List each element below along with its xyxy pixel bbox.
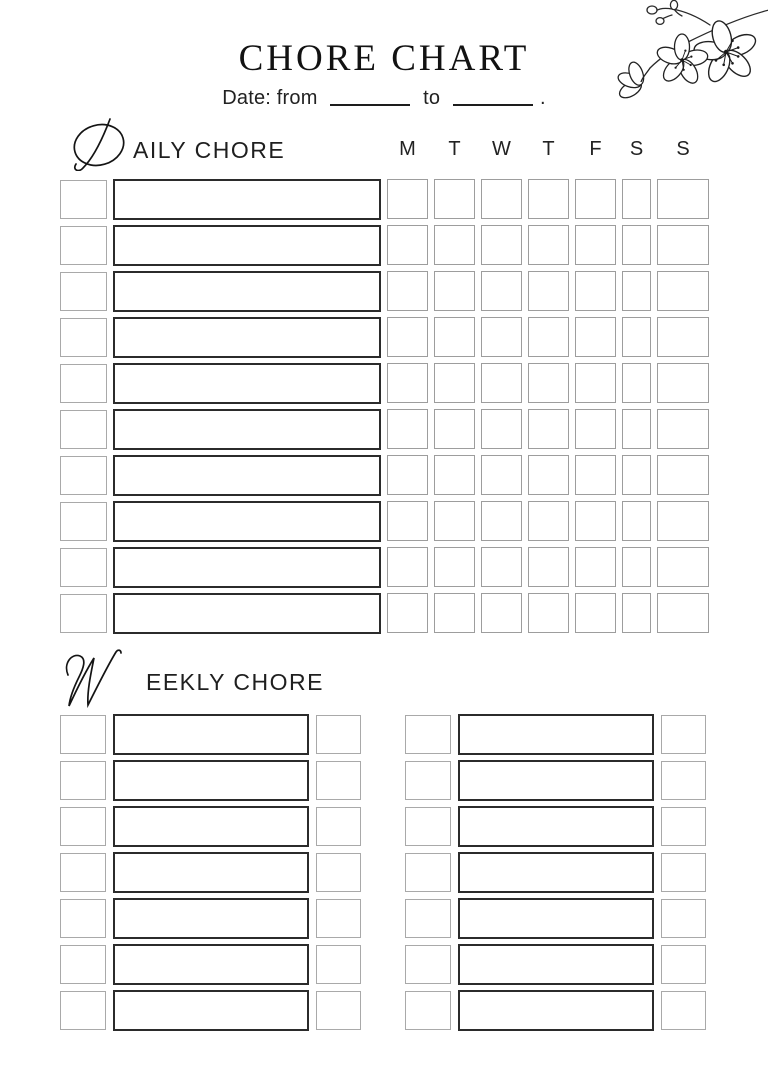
weekly-done-checkbox[interactable] [60, 991, 106, 1030]
day-checkbox[interactable] [481, 455, 522, 495]
daily-done-checkbox[interactable] [60, 226, 107, 265]
day-checkbox[interactable] [387, 317, 428, 357]
day-checkbox[interactable] [622, 363, 651, 403]
day-checkbox[interactable] [622, 225, 651, 265]
weekly-done-checkbox[interactable] [405, 853, 451, 892]
weekly-script-initial-icon [60, 649, 140, 709]
daily-row [60, 593, 709, 634]
weekly-row [60, 898, 361, 939]
day-letter: S [676, 138, 690, 160]
day-checkbox[interactable] [657, 593, 709, 633]
day-checkbox[interactable] [528, 179, 569, 219]
daily-chore-field[interactable] [113, 409, 381, 450]
day-checkbox[interactable] [481, 317, 522, 357]
weekly-row [405, 944, 706, 985]
day-checkbox[interactable] [528, 455, 569, 495]
day-letter: F [589, 138, 602, 160]
weekly-row [60, 944, 361, 985]
weekly-done-checkbox[interactable] [405, 991, 451, 1030]
date-suffix: . [539, 87, 546, 109]
day-checkbox[interactable] [575, 179, 616, 219]
weekly-chore-field[interactable] [113, 806, 309, 847]
day-checkbox[interactable] [387, 455, 428, 495]
day-checkbox[interactable] [434, 455, 475, 495]
weekly-extra-checkbox[interactable] [661, 899, 706, 938]
weekly-extra-checkbox[interactable] [661, 945, 706, 984]
day-checkbox[interactable] [622, 317, 651, 357]
day-checkbox[interactable] [528, 317, 569, 357]
day-checkbox[interactable] [387, 547, 428, 587]
day-checkbox[interactable] [575, 225, 616, 265]
day-checkbox[interactable] [481, 547, 522, 587]
day-checkbox[interactable] [622, 455, 651, 495]
blossom-branch-illustration [608, 0, 768, 110]
weekly-done-checkbox[interactable] [405, 945, 451, 984]
day-checkbox[interactable] [622, 547, 651, 587]
daily-done-checkbox[interactable] [60, 410, 107, 449]
day-checkbox[interactable] [657, 317, 709, 357]
date-prefix-label: Date: from [222, 87, 318, 109]
day-checkbox[interactable] [387, 501, 428, 541]
weekly-done-checkbox[interactable] [60, 807, 106, 846]
weekly-row [60, 760, 361, 801]
daily-chore-field[interactable] [113, 547, 381, 588]
daily-chore-field[interactable] [113, 179, 381, 220]
daily-row [60, 179, 709, 220]
day-checkbox[interactable] [528, 547, 569, 587]
weekly-extra-checkbox[interactable] [661, 761, 706, 800]
weekly-section-heading: EEKLY CHORE [146, 669, 324, 695]
weekly-chore-field[interactable] [458, 760, 654, 801]
daily-row [60, 317, 709, 358]
weekly-column [60, 714, 361, 1036]
day-checkbox[interactable] [481, 593, 522, 633]
day-checkbox[interactable] [575, 593, 616, 633]
daily-done-checkbox[interactable] [60, 502, 107, 541]
daily-done-checkbox[interactable] [60, 456, 107, 495]
daily-chore-field[interactable] [113, 363, 381, 404]
day-checkbox[interactable] [481, 363, 522, 403]
daily-row [60, 409, 709, 450]
weekly-chore-field[interactable] [458, 898, 654, 939]
daily-row [60, 271, 709, 312]
daily-row [60, 547, 709, 588]
day-checkbox[interactable] [387, 593, 428, 633]
day-checkbox[interactable] [434, 225, 475, 265]
weekly-column [405, 714, 706, 1036]
weekly-extra-checkbox[interactable] [316, 853, 361, 892]
day-checkbox[interactable] [528, 409, 569, 449]
day-checkbox[interactable] [387, 363, 428, 403]
day-checkbox[interactable] [434, 409, 475, 449]
day-letter: W [492, 138, 511, 160]
day-checkbox[interactable] [434, 179, 475, 219]
day-checkbox[interactable] [575, 409, 616, 449]
day-checkbox[interactable] [657, 409, 709, 449]
weekly-chore-field[interactable] [458, 852, 654, 893]
weekly-chore-field[interactable] [113, 714, 309, 755]
day-checkbox[interactable] [528, 225, 569, 265]
day-checkbox[interactable] [657, 271, 709, 311]
daily-chore-field[interactable] [113, 317, 381, 358]
day-checkbox[interactable] [657, 547, 709, 587]
day-checkbox[interactable] [657, 501, 709, 541]
page-title: CHORE CHART [238, 38, 530, 79]
weekly-extra-checkbox[interactable] [316, 991, 361, 1030]
day-checkbox[interactable] [622, 179, 651, 219]
weekly-done-checkbox[interactable] [60, 853, 106, 892]
weekly-extra-checkbox[interactable] [661, 991, 706, 1030]
daily-done-checkbox[interactable] [60, 548, 107, 587]
day-checkbox[interactable] [622, 409, 651, 449]
day-checkbox[interactable] [622, 271, 651, 311]
day-checkbox[interactable] [434, 501, 475, 541]
weekly-row [60, 852, 361, 893]
day-checkbox[interactable] [387, 179, 428, 219]
daily-grid [60, 179, 709, 639]
weekly-chore-field[interactable] [113, 944, 309, 985]
daily-chore-field[interactable] [113, 593, 381, 634]
weekly-row [60, 990, 361, 1031]
date-to-blank[interactable] [453, 104, 533, 106]
day-checkbox[interactable] [657, 225, 709, 265]
weekly-done-checkbox[interactable] [60, 761, 106, 800]
day-checkbox[interactable] [528, 271, 569, 311]
weekly-extra-checkbox[interactable] [661, 715, 706, 754]
weekly-row [405, 990, 706, 1031]
day-checkbox[interactable] [528, 593, 569, 633]
daily-row [60, 363, 709, 404]
daily-chore-field[interactable] [113, 271, 381, 312]
day-checkbox[interactable] [575, 501, 616, 541]
daily-row [60, 225, 709, 266]
daily-row [60, 455, 709, 496]
date-from-blank[interactable] [330, 104, 410, 106]
weekly-extra-checkbox[interactable] [661, 853, 706, 892]
weekly-chore-field[interactable] [113, 760, 309, 801]
day-checkbox[interactable] [481, 271, 522, 311]
weekly-chore-field[interactable] [458, 806, 654, 847]
weekly-extra-checkbox[interactable] [316, 761, 361, 800]
day-checkbox[interactable] [575, 271, 616, 311]
weekly-done-checkbox[interactable] [60, 945, 106, 984]
day-checkbox[interactable] [622, 593, 651, 633]
weekly-extra-checkbox[interactable] [661, 807, 706, 846]
weekly-chore-field[interactable] [113, 990, 309, 1031]
daily-done-checkbox[interactable] [60, 318, 107, 357]
day-checkbox[interactable] [575, 547, 616, 587]
day-checkbox[interactable] [657, 179, 709, 219]
daily-done-checkbox[interactable] [60, 364, 107, 403]
day-letter: T [542, 138, 555, 160]
weekly-done-checkbox[interactable] [405, 807, 451, 846]
weekly-row [405, 760, 706, 801]
weekly-row [405, 898, 706, 939]
day-letter: S [629, 138, 644, 160]
weekly-chore-field[interactable] [458, 944, 654, 985]
weekly-row [60, 714, 361, 755]
day-letter: T [448, 138, 461, 160]
weekly-grid [60, 714, 706, 1036]
weekly-row [60, 806, 361, 847]
weekly-done-checkbox[interactable] [405, 761, 451, 800]
daily-chore-field[interactable] [113, 501, 381, 542]
weekly-row [405, 714, 706, 755]
weekly-chore-field[interactable] [458, 990, 654, 1031]
daily-done-checkbox[interactable] [60, 180, 107, 219]
day-letters-row [387, 138, 709, 161]
weekly-row [405, 806, 706, 847]
day-checkbox[interactable] [434, 547, 475, 587]
weekly-done-checkbox[interactable] [60, 899, 106, 938]
weekly-chore-field[interactable] [113, 852, 309, 893]
day-checkbox[interactable] [575, 363, 616, 403]
daily-row [60, 501, 709, 542]
day-checkbox[interactable] [528, 501, 569, 541]
day-letter: M [399, 138, 416, 160]
day-checkbox[interactable] [528, 363, 569, 403]
day-checkbox[interactable] [622, 501, 651, 541]
day-checkbox[interactable] [434, 317, 475, 357]
date-separator-label: to [423, 87, 441, 109]
day-checkbox[interactable] [387, 271, 428, 311]
day-checkbox[interactable] [575, 317, 616, 357]
weekly-row [405, 852, 706, 893]
day-checkbox[interactable] [434, 363, 475, 403]
weekly-extra-checkbox[interactable] [316, 807, 361, 846]
day-checkbox[interactable] [575, 455, 616, 495]
day-checkbox[interactable] [481, 225, 522, 265]
day-checkbox[interactable] [657, 455, 709, 495]
weekly-chore-field[interactable] [458, 714, 654, 755]
day-checkbox[interactable] [481, 501, 522, 541]
day-checkbox[interactable] [387, 225, 428, 265]
weekly-extra-checkbox[interactable] [316, 899, 361, 938]
day-checkbox[interactable] [481, 179, 522, 219]
day-checkbox[interactable] [657, 363, 709, 403]
weekly-done-checkbox[interactable] [405, 715, 451, 754]
weekly-extra-checkbox[interactable] [316, 715, 361, 754]
daily-script-initial-icon [68, 117, 130, 171]
daily-section-heading: AILY CHORE [133, 137, 286, 163]
weekly-done-checkbox[interactable] [405, 899, 451, 938]
daily-done-checkbox[interactable] [60, 594, 107, 633]
daily-chore-field[interactable] [113, 455, 381, 496]
weekly-done-checkbox[interactable] [60, 715, 106, 754]
weekly-extra-checkbox[interactable] [316, 945, 361, 984]
day-checkbox[interactable] [387, 409, 428, 449]
day-checkbox[interactable] [481, 409, 522, 449]
weekly-chore-field[interactable] [113, 898, 309, 939]
daily-chore-field[interactable] [113, 225, 381, 266]
daily-done-checkbox[interactable] [60, 272, 107, 311]
day-checkbox[interactable] [434, 271, 475, 311]
day-checkbox[interactable] [434, 593, 475, 633]
